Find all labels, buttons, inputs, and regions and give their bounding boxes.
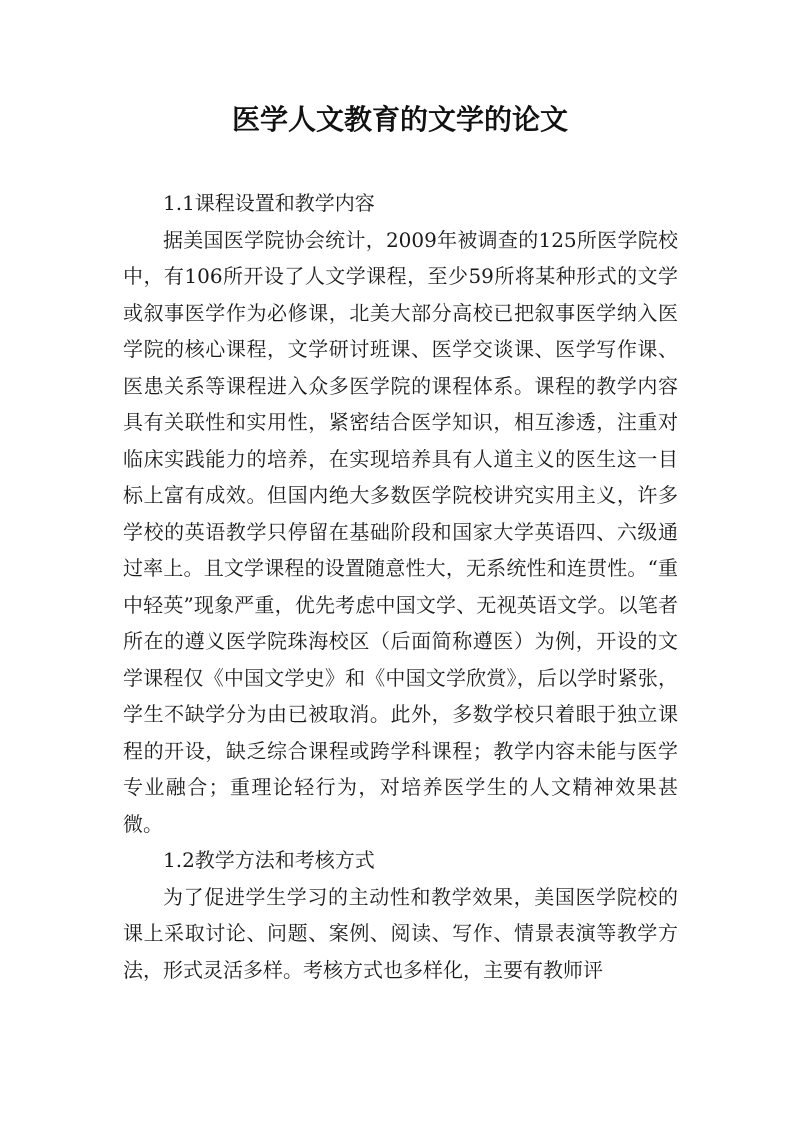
body-paragraph-1: 据美国医学院协会统计，2009年被调查的125所医学院校中，有106所开设了人文学课程，至少59所将某种形式的文学或叙事医学作为必修课，北美大部分高校已把叙事医学纳入医学院的核心课程，文学研讨班课、医学交谈课、医学写作课、医患关系等课程进入众多医学院的课程体系。课程的教学内容具有关联性和实用性，紧密结合医学知识，相互渗透，注重对临床实践能力的培养，在实现培养具有人道主义的医生这一目标上富有成效。但国内绝大多数医学院校讲究实用主义，许多学校的英语教学只停留在基础阶段和国家大学英语四、六级通过率上。且文学课程的设置随意性大，无系统性和连贯性。“重中轻英”现象严重，优先考虑中国文学、无视英语文学。以笔者所在的遵义医学院珠海校区（后面简称遵医）为例，开设的文学课程仅《中国文学史》和《中国文学欣赏》，后以学时紧张，学生不缺学分为由已被取消。此外，多数学校只着眼于独立课程的开设，缺乏综合课程或跨学科课程；教学内容未能与医学专业融合；重理论轻行为，对培养医学生的人文精神效果甚微。 bbox=[123, 227, 678, 836]
document-body bbox=[123, 185, 678, 988]
document-title: 医学人文教育的文学的论文 bbox=[231, 103, 568, 136]
body-paragraph-2: 为了促进学生学习的主动性和教学效果，美国医学院校的课上采取讨论、问题、案例、阅读、写作、情景表演等教学方法，形式灵活多样。考核方式也多样化，主要有教师评 bbox=[123, 884, 678, 982]
section-heading-1-1: 1.1课程设置和教学内容 bbox=[163, 191, 375, 215]
section-heading-1-2: 1.2教学方法和考核方式 bbox=[163, 848, 375, 872]
